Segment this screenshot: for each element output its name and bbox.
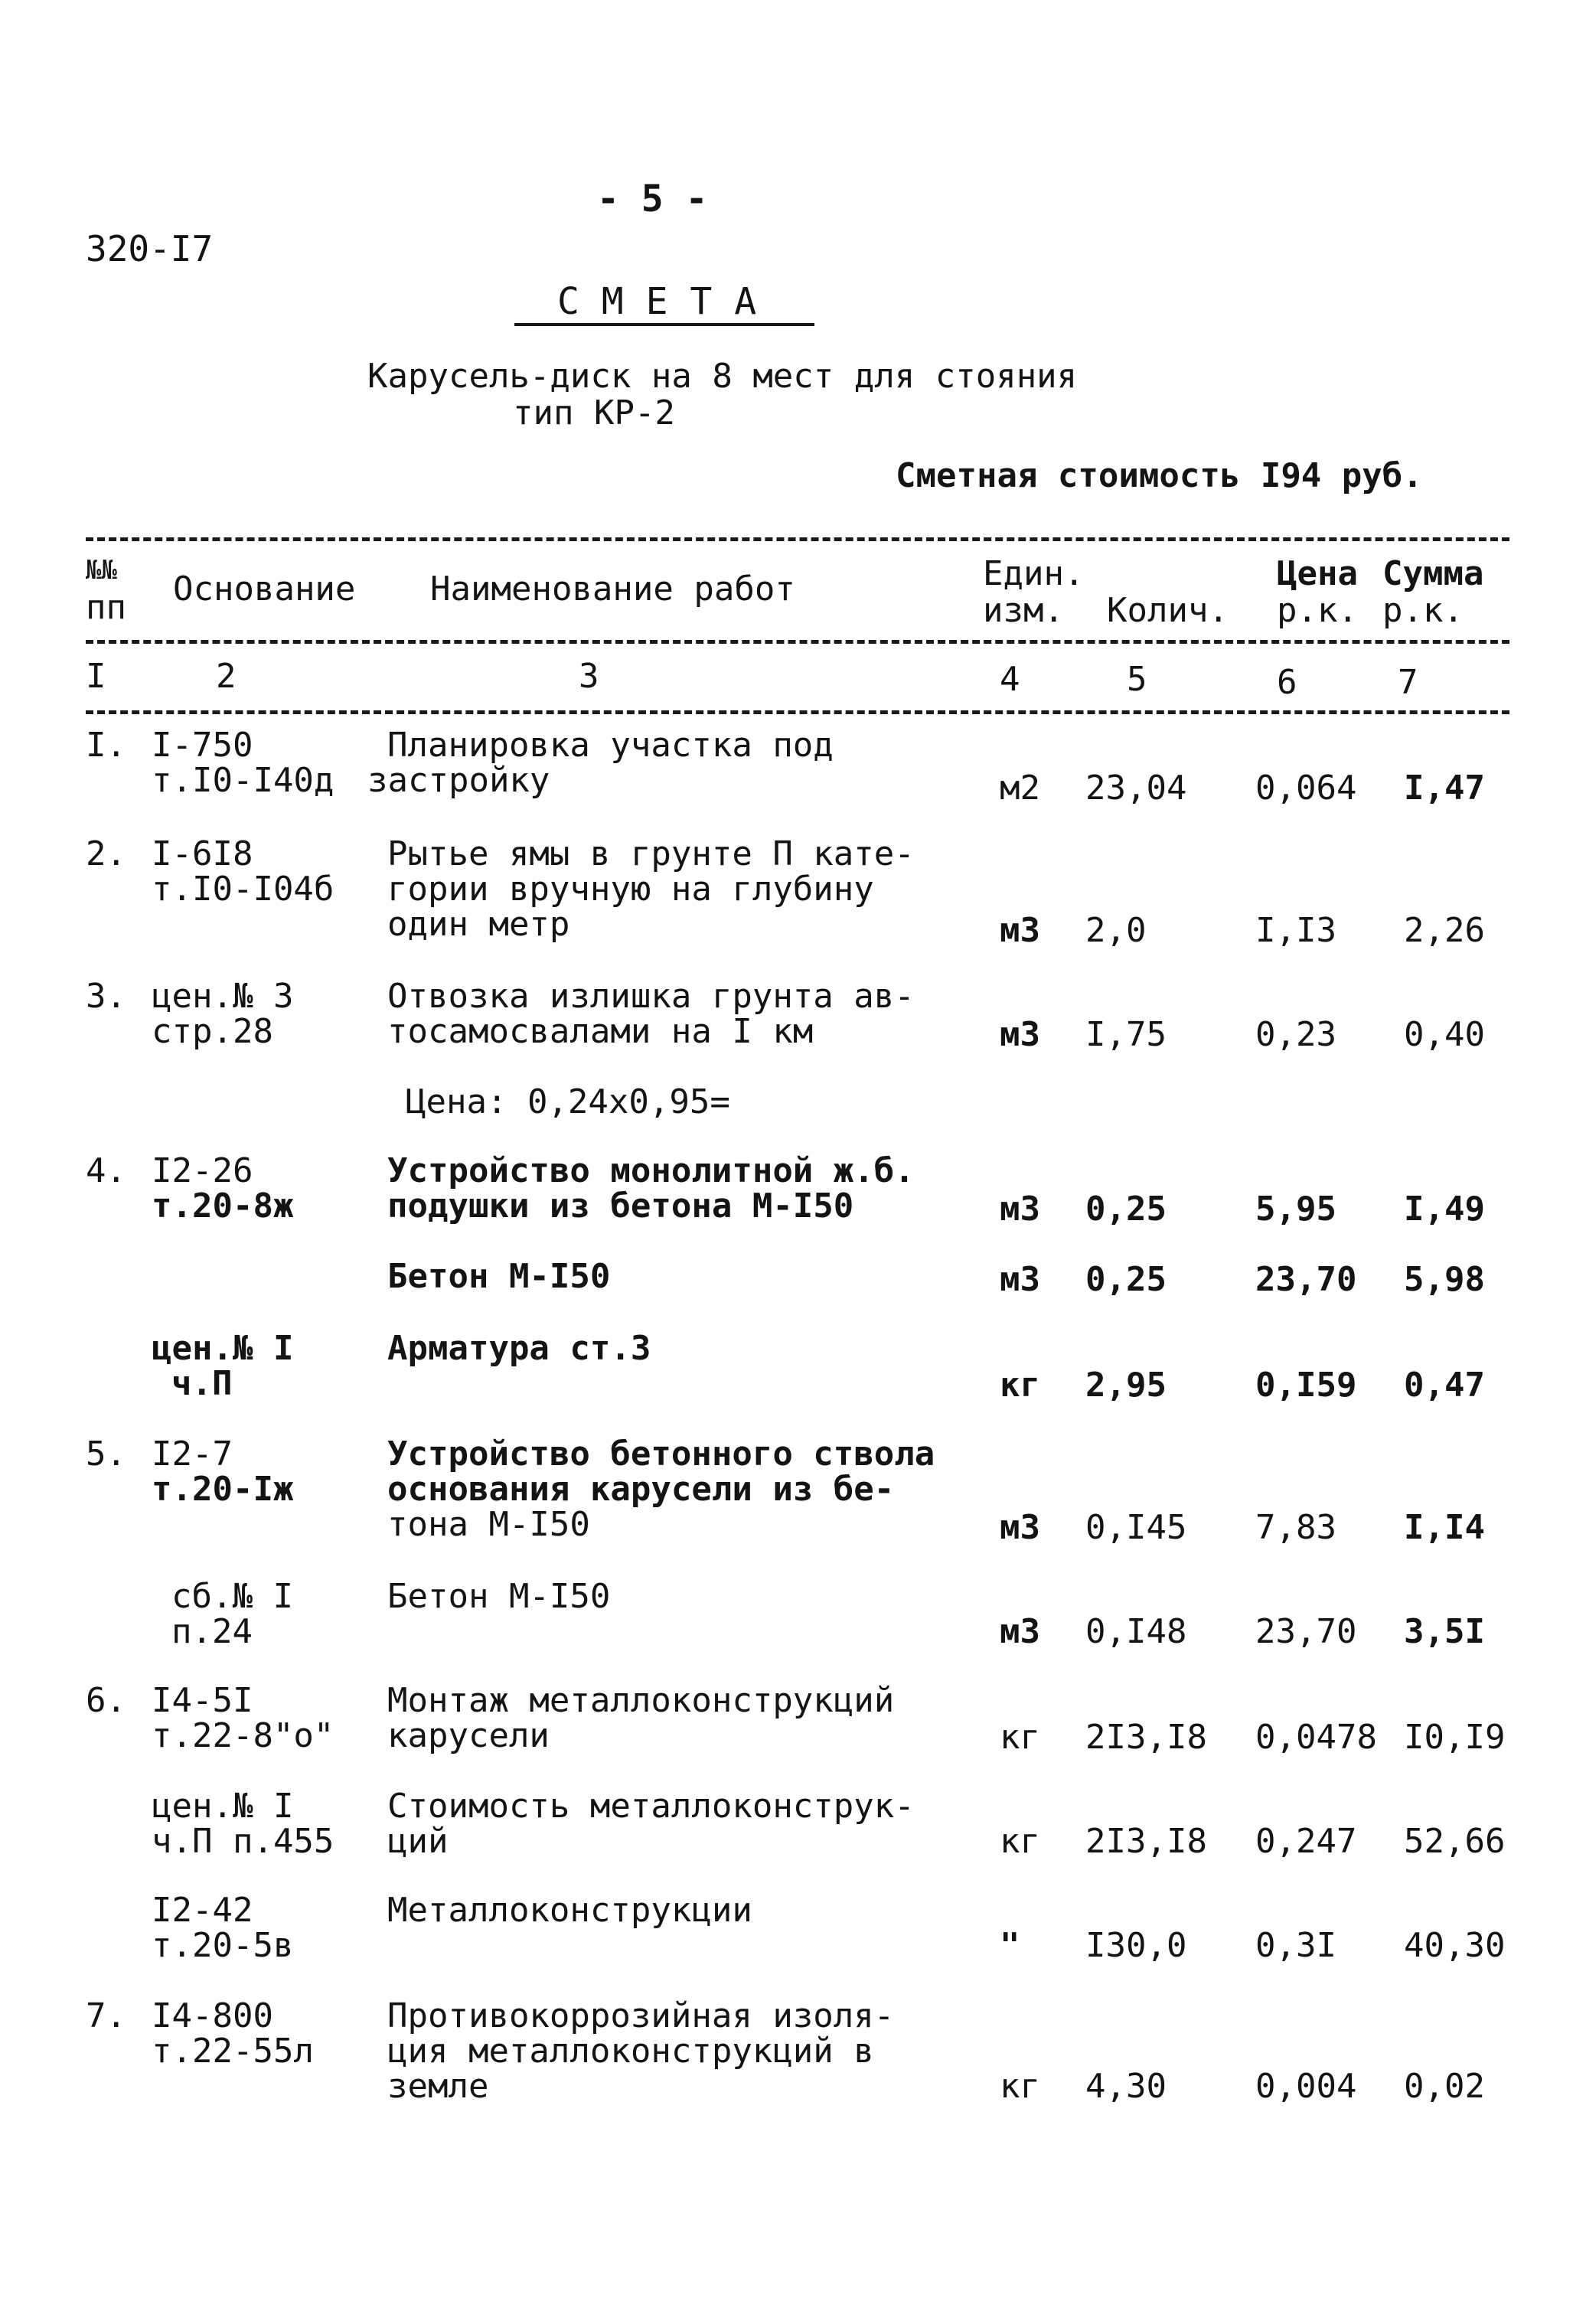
row-sum: 0,02 <box>1404 2067 1485 2106</box>
row-number: 5. <box>86 1435 126 1474</box>
row-name-line: Арматура ст.3 <box>387 1329 651 1368</box>
row-basis-line: т.20-8ж <box>152 1186 294 1226</box>
title-underline <box>514 323 814 326</box>
row-name-line: тосамосвалами на I км <box>387 1012 814 1051</box>
row-basis-line: ч.П п.455 <box>152 1822 335 1861</box>
row-price: 0,3I <box>1255 1926 1336 1965</box>
row-unit: м3 <box>1000 1508 1040 1547</box>
row-sum: 52,66 <box>1404 1822 1506 1861</box>
subtitle-line-1: Карусель-диск на 8 мест для стояния <box>367 357 1078 396</box>
row-name-line: Стоимость металлоконструк- <box>387 1787 915 1826</box>
row-basis-line: I2-7 <box>152 1435 233 1474</box>
row-number: 4. <box>86 1151 126 1190</box>
column-numbers-rule <box>86 710 1509 714</box>
row-name-line: Рытье ямы в грунте П кате- <box>387 834 915 873</box>
row-basis-line: т.20-5в <box>152 1926 294 1965</box>
row-basis-line: сб.№ I <box>171 1577 293 1616</box>
row-sum: 2,26 <box>1404 911 1485 950</box>
row-qty: 2I3,I8 <box>1085 1822 1207 1861</box>
row-name-line: Монтаж металлоконструкций <box>387 1681 895 1720</box>
column-header-price-b: р.к. <box>1277 591 1358 630</box>
row-unit: м3 <box>1000 1612 1040 1651</box>
row-sum: 40,30 <box>1404 1926 1506 1965</box>
column-header-price-a: Цена <box>1277 554 1358 593</box>
row-name-line: Бетон М-I50 <box>387 1257 611 1296</box>
row-basis-line: т.20-Iж <box>152 1470 294 1509</box>
row-price: 7,83 <box>1255 1508 1336 1547</box>
row-qty: 2,95 <box>1085 1366 1167 1405</box>
table-top-rule <box>86 537 1509 541</box>
row-name-line: земле <box>387 2067 489 2106</box>
row-basis-line: т.I0-I40д <box>152 761 335 800</box>
row-price: 0,0478 <box>1255 1718 1377 1757</box>
row-price: 0,064 <box>1255 769 1357 808</box>
row-basis-line: ч.П <box>171 1364 233 1403</box>
row-price: 0,004 <box>1255 2067 1357 2106</box>
row-name-line: ция металлоконструкций в <box>387 2032 874 2071</box>
column-header-no-a: №№ <box>86 555 117 586</box>
row-price: 23,70 <box>1255 1260 1357 1299</box>
page-number: - 5 - <box>597 178 708 220</box>
row-name-line: карусели <box>387 1716 550 1755</box>
row-number: 7. <box>86 1996 126 2035</box>
column-number: 2 <box>216 657 237 696</box>
row-name-line: Отвозка излишка грунта ав- <box>387 977 915 1016</box>
row-qty: 2,0 <box>1085 911 1147 950</box>
row-name-line: Устройство бетонного ствола <box>387 1435 935 1474</box>
row-qty: 0,I48 <box>1085 1612 1187 1651</box>
row-unit: кг <box>1000 2067 1040 2106</box>
row-basis-line: I2-26 <box>152 1151 253 1190</box>
column-header-basis: Основание <box>173 570 356 609</box>
row-basis-line: т.I0-I04б <box>152 870 335 909</box>
column-header-qty: Колич. <box>1107 591 1229 630</box>
column-header-name: Наименование работ <box>430 570 795 609</box>
row-number: 2. <box>86 834 126 873</box>
subtitle-line-2: тип КР-2 <box>513 393 675 432</box>
row-basis-line: I-6I8 <box>152 834 253 873</box>
column-header-unit-b: изм. <box>983 591 1064 630</box>
row-unit: кг <box>1000 1366 1040 1405</box>
column-number: 6 <box>1277 663 1297 702</box>
row-unit: м3 <box>1000 1260 1040 1299</box>
row-qty: 0,25 <box>1085 1190 1167 1229</box>
row-sum: I,47 <box>1404 769 1485 808</box>
row-sum: I,49 <box>1404 1190 1485 1229</box>
row-name-line: Противокоррозийная изоля- <box>387 1996 895 2035</box>
column-number: 3 <box>579 657 599 696</box>
document-title: С М Е Т А <box>557 280 757 323</box>
row-basis-line: I4-5I <box>152 1681 253 1720</box>
row-name-line: подушки из бетона М-I50 <box>387 1186 854 1226</box>
row-name-line: Устройство монолитной ж.б. <box>387 1151 915 1190</box>
row-name-line: тона М-I50 <box>387 1505 590 1544</box>
row-basis-line: т.22-55л <box>152 2032 314 2071</box>
column-number: 4 <box>1000 660 1020 699</box>
row-name-line: гории вручную на глубину <box>387 870 874 909</box>
row-unit: м3 <box>1000 1190 1040 1229</box>
column-header-unit-a: Един. <box>983 554 1085 593</box>
row-name-line: Планировка участка под <box>387 726 834 765</box>
column-header-sum-a: Сумма <box>1382 554 1484 593</box>
row-qty: 2I3,I8 <box>1085 1718 1207 1757</box>
row-qty: I30,0 <box>1085 1926 1187 1965</box>
row-qty: 0,I45 <box>1085 1508 1187 1547</box>
row-name-line: застройку <box>367 761 550 800</box>
estimated-cost: Сметная стоимость I94 руб. <box>896 456 1423 495</box>
row-basis-line: цен.№ 3 <box>152 977 294 1016</box>
row-qty: 23,04 <box>1085 769 1187 808</box>
row-basis-line: т.22-8"о" <box>152 1716 335 1755</box>
row-sum: 0,47 <box>1404 1366 1485 1405</box>
row-name-line: основания карусели из бе- <box>387 1470 895 1509</box>
row-name-line: ций <box>387 1822 449 1861</box>
row-number: 6. <box>86 1681 126 1720</box>
row-price: 0,247 <box>1255 1822 1357 1861</box>
row-basis-line: I4-800 <box>152 1996 273 2035</box>
row-sum: 3,5I <box>1404 1612 1485 1651</box>
row-basis-line: цен.№ I <box>152 1329 294 1368</box>
row-sum: I0,I9 <box>1404 1718 1506 1757</box>
row-unit: м2 <box>1000 769 1040 808</box>
row-sum: 5,98 <box>1404 1260 1485 1299</box>
header-separator-rule <box>86 640 1509 644</box>
row-unit: м3 <box>1000 911 1040 950</box>
row-qty: 4,30 <box>1085 2067 1167 2106</box>
row-unit: " <box>1000 1926 1020 1965</box>
row-number: I. <box>86 726 126 765</box>
row-sum: 0,40 <box>1404 1015 1485 1054</box>
column-number: 5 <box>1127 660 1147 699</box>
price-calculation-note: Цена: 0,24х0,95= <box>406 1082 730 1121</box>
row-number: 3. <box>86 977 126 1016</box>
row-name-line: один метр <box>387 905 570 944</box>
row-price: I,I3 <box>1255 911 1336 950</box>
row-basis-line: I-750 <box>152 726 253 765</box>
row-basis-line: стр.28 <box>152 1012 273 1051</box>
row-unit: кг <box>1000 1718 1040 1757</box>
row-qty: I,75 <box>1085 1015 1167 1054</box>
column-header-no-b: пп <box>86 588 126 627</box>
column-header-sum-b: р.к. <box>1382 591 1464 630</box>
row-name-line: Бетон М-I50 <box>387 1577 611 1616</box>
document-code: 320-I7 <box>86 228 214 269</box>
column-number: 7 <box>1398 663 1418 702</box>
row-price: 23,70 <box>1255 1612 1357 1651</box>
column-number: I <box>86 657 106 696</box>
row-price: 0,I59 <box>1255 1366 1357 1405</box>
row-qty: 0,25 <box>1085 1260 1167 1299</box>
row-price: 0,23 <box>1255 1015 1336 1054</box>
row-unit: м3 <box>1000 1015 1040 1054</box>
row-sum: I,I4 <box>1404 1508 1485 1547</box>
row-price: 5,95 <box>1255 1190 1336 1229</box>
row-basis-line: I2-42 <box>152 1891 253 1930</box>
row-name-line: Металлоконструкции <box>387 1891 752 1930</box>
row-basis-line: цен.№ I <box>152 1787 294 1826</box>
row-basis-line: п.24 <box>171 1612 253 1651</box>
row-unit: кг <box>1000 1822 1040 1861</box>
